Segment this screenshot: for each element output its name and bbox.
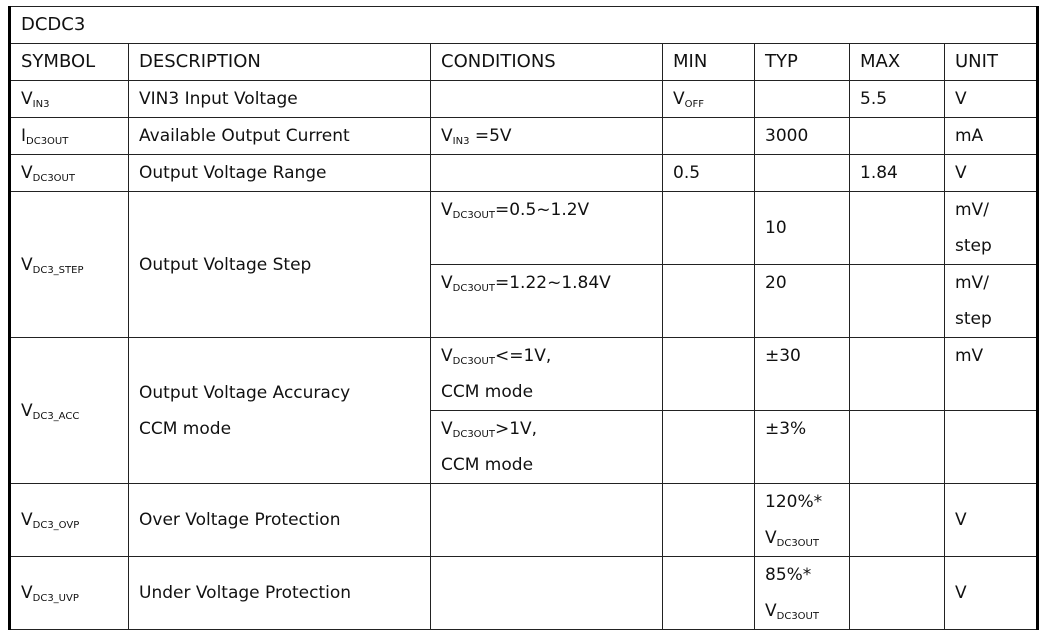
symbol-cell: $V_{DC3\_ACC}$ — [10, 338, 129, 484]
conditions-cell — [431, 484, 663, 557]
dcdc3-spec-table — [8, 6, 1039, 630]
unit-cell: mV — [945, 338, 1038, 411]
description-cell: Under Voltage Protection — [129, 557, 431, 630]
conditions-cell — [431, 155, 663, 192]
unit-cell: mV/ step — [945, 265, 1038, 338]
description-cell: Over Voltage Protection — [129, 484, 431, 557]
conditions-cell: $V_{DC3OUT}=1.22\sim 1.84V$ — [431, 265, 663, 338]
unit-cell: mV/ step — [945, 192, 1038, 265]
unit-cell: V — [945, 484, 1038, 557]
max-cell: 5.5 — [850, 81, 945, 118]
description-cell: Output Voltage Accuracy CCM mode — [129, 338, 431, 484]
table-row — [10, 192, 1038, 265]
table-title: DCDC3 — [10, 7, 1038, 44]
max-cell — [850, 265, 945, 338]
header-description: DESCRIPTION — [129, 44, 431, 81]
table-row — [10, 484, 1038, 557]
max-cell — [850, 484, 945, 557]
typ-cell: 120%* $V_{DC3OUT}$ — [755, 484, 850, 557]
description-cell: Output Voltage Step — [129, 192, 431, 338]
table-row — [10, 118, 1038, 155]
description-cell: VIN3 Input Voltage — [129, 81, 431, 118]
min-cell — [663, 557, 755, 630]
max-cell — [850, 118, 945, 155]
title-row — [10, 7, 1038, 44]
max-cell — [850, 338, 945, 411]
header-min: MIN — [663, 44, 755, 81]
min-cell: $V_{OFF}$ — [663, 81, 755, 118]
table-row — [10, 155, 1038, 192]
unit-cell: mA — [945, 118, 1038, 155]
min-cell — [663, 192, 755, 265]
header-unit: UNIT — [945, 44, 1038, 81]
unit-cell — [945, 411, 1038, 484]
min-cell — [663, 338, 755, 411]
description-cell: Available Output Current — [129, 118, 431, 155]
header-row — [10, 44, 1038, 81]
symbol-cell: $V_{DC3OUT}$ — [10, 155, 129, 192]
min-cell — [663, 118, 755, 155]
header-conditions: CONDITIONS — [431, 44, 663, 81]
typ-cell: ±30 — [755, 338, 850, 411]
conditions-cell: $V_{DC3OUT}=0.5\sim 1.2V$ — [431, 192, 663, 265]
table-row — [10, 338, 1038, 411]
max-cell — [850, 557, 945, 630]
symbol-cell: $I_{DC3OUT}$ — [10, 118, 129, 155]
unit-cell: V — [945, 81, 1038, 118]
symbol-cell: $V_{DC3\_UVP}$ — [10, 557, 129, 630]
header-typ: TYP — [755, 44, 850, 81]
max-cell — [850, 192, 945, 265]
min-cell — [663, 265, 755, 338]
symbol-cell: $V_{IN3}$ — [10, 81, 129, 118]
typ-cell: 3000 — [755, 118, 850, 155]
conditions-cell: $V_{DC3OUT}>1V$, CCM mode — [431, 411, 663, 484]
conditions-cell — [431, 81, 663, 118]
description-cell: Output Voltage Range — [129, 155, 431, 192]
min-cell — [663, 411, 755, 484]
header-max: MAX — [850, 44, 945, 81]
table-row — [10, 557, 1038, 630]
symbol-cell: $V_{DC3\_OVP}$ — [10, 484, 129, 557]
conditions-cell — [431, 557, 663, 630]
symbol-cell: $V_{DC3\_STEP}$ — [10, 192, 129, 338]
min-cell: 0.5 — [663, 155, 755, 192]
typ-cell: ±3% — [755, 411, 850, 484]
max-cell: 1.84 — [850, 155, 945, 192]
typ-cell: 85%* $V_{DC3OUT}$ — [755, 557, 850, 630]
unit-cell: V — [945, 155, 1038, 192]
typ-cell — [755, 81, 850, 118]
max-cell — [850, 411, 945, 484]
typ-cell: 20 — [755, 265, 850, 338]
conditions-cell: $V_{DC3OUT}<=1V$, CCM mode — [431, 338, 663, 411]
spec-table-container — [8, 6, 1036, 630]
min-cell — [663, 484, 755, 557]
typ-cell: 10 — [755, 192, 850, 265]
typ-cell — [755, 155, 850, 192]
unit-cell: V — [945, 557, 1038, 630]
header-symbol: SYMBOL — [10, 44, 129, 81]
table-row — [10, 81, 1038, 118]
conditions-cell: $V_{IN3} =5V$ — [431, 118, 663, 155]
